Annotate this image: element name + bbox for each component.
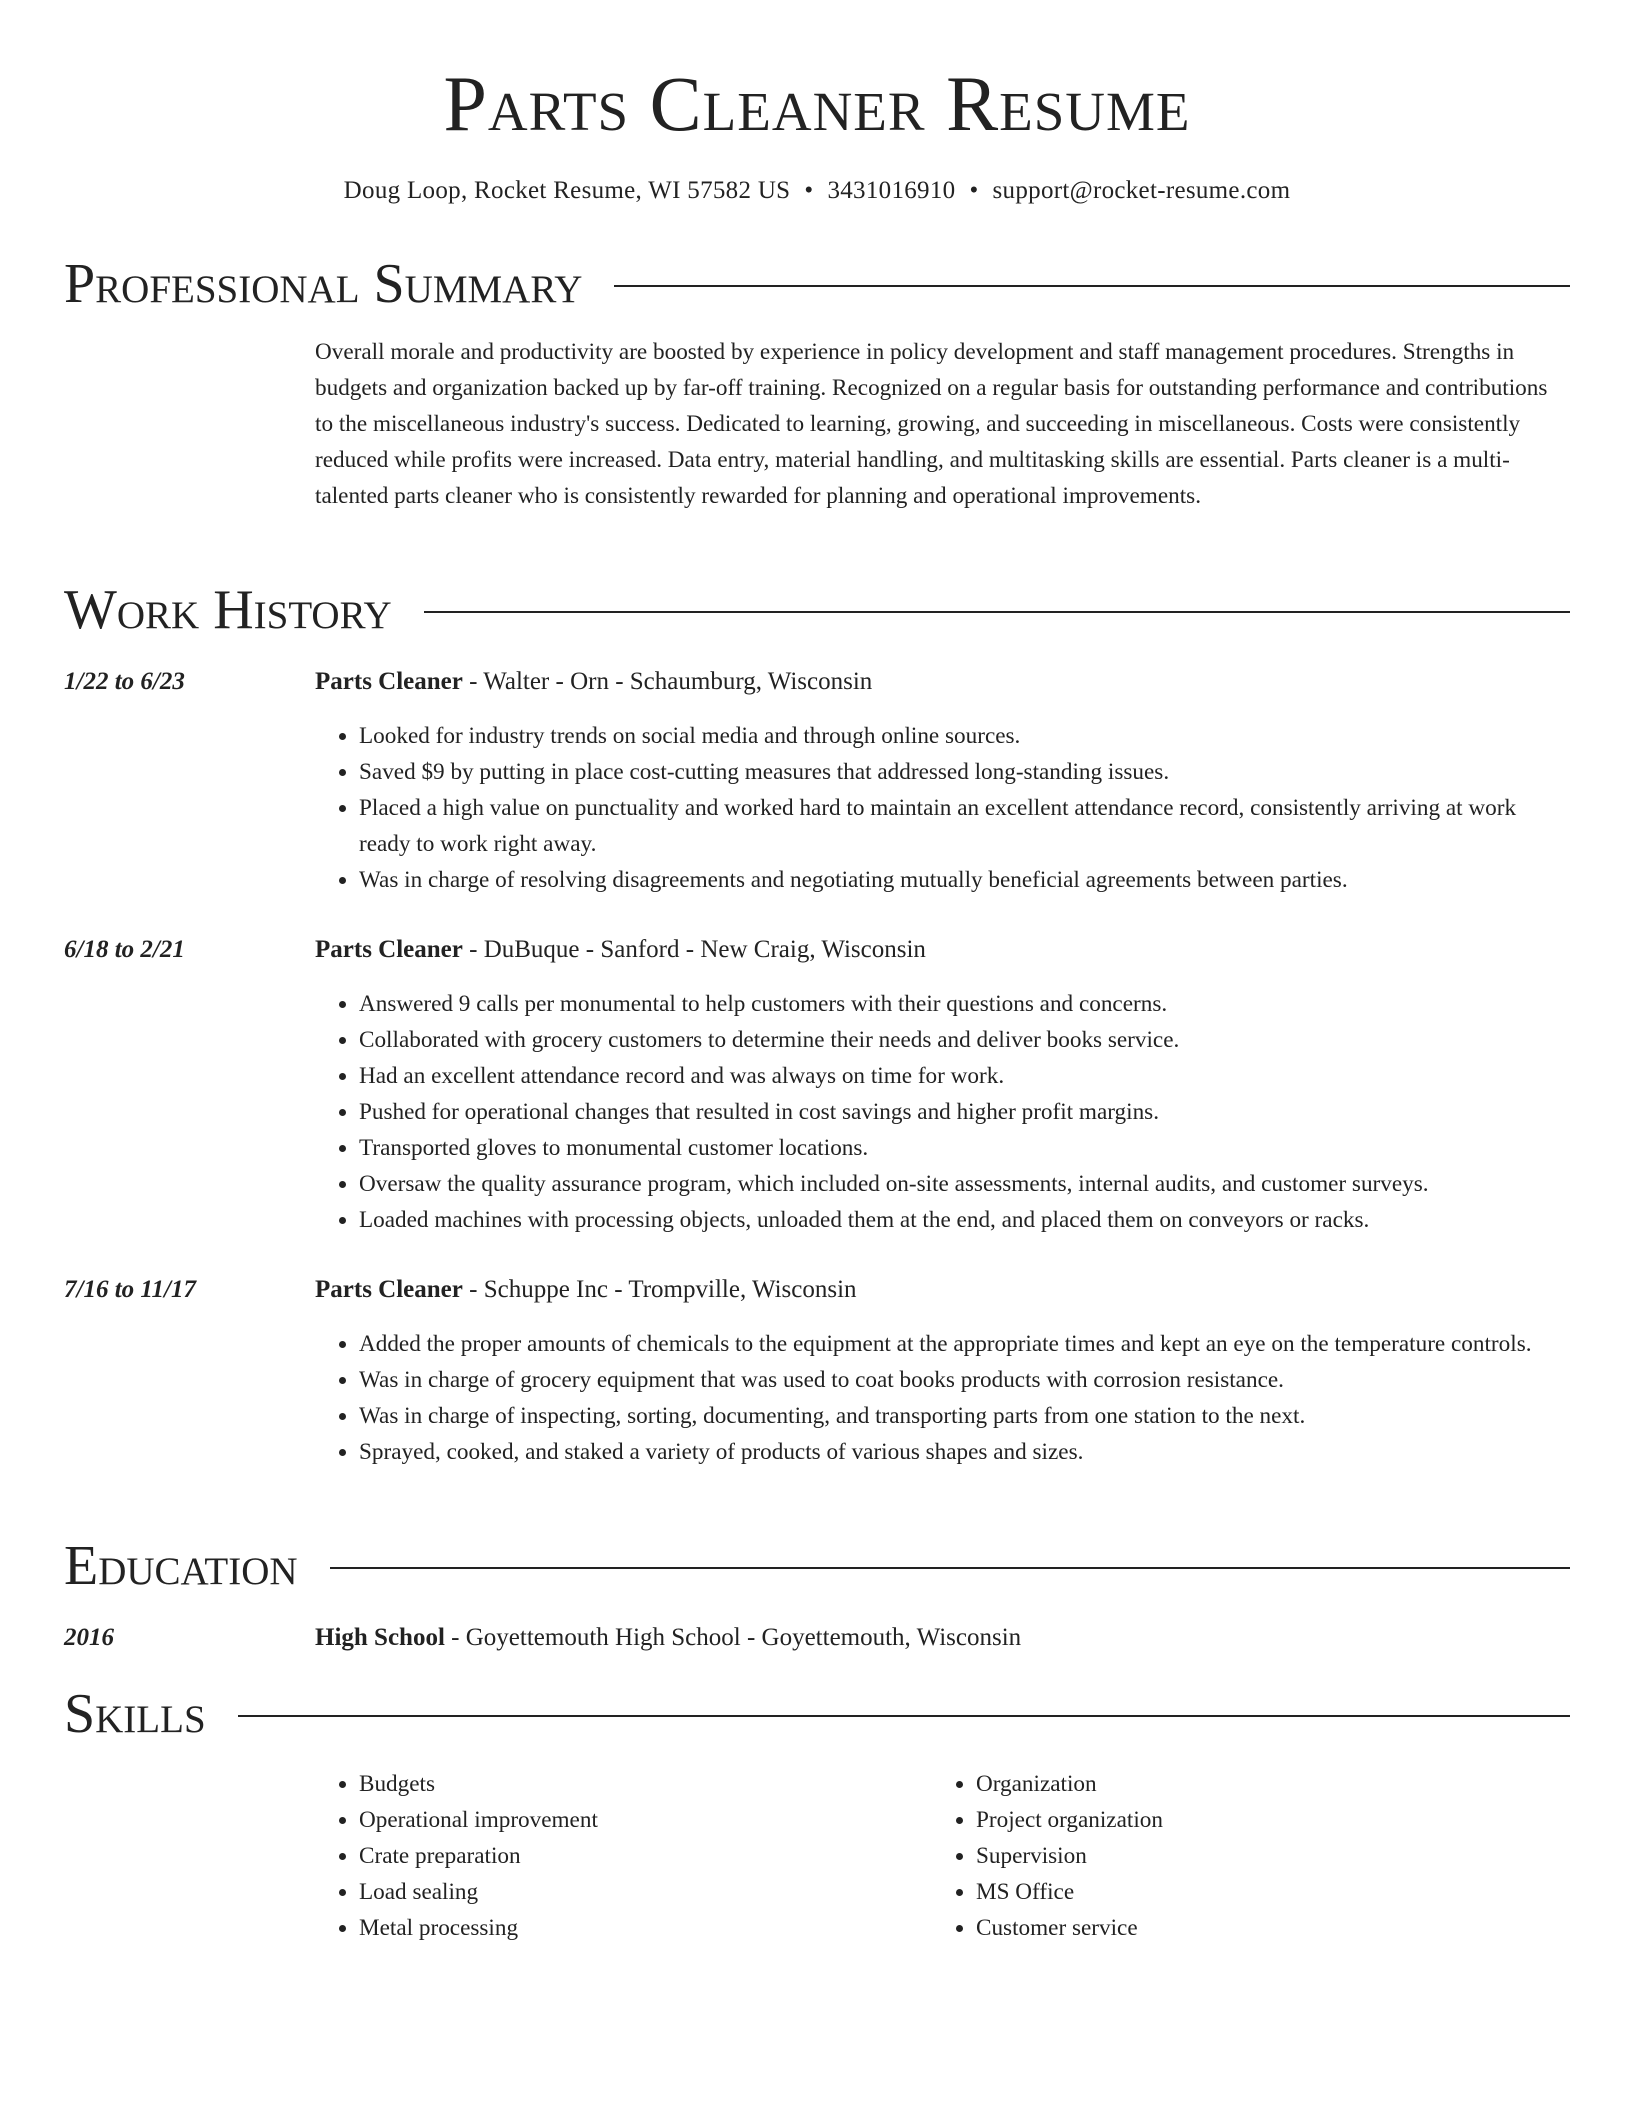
section-divider — [614, 285, 1570, 287]
skill-item: • Supervision — [976, 1838, 1549, 1874]
contact-separator: • — [804, 177, 814, 204]
skills-column-right — [932, 1766, 1549, 1946]
job-bullets — [315, 986, 1570, 1238]
job-bullet: • Looked for industry trends on social media and through online sources. — [359, 718, 1570, 754]
job-bullet: • Had an excellent attendance record and was always on time for work. — [359, 1058, 1570, 1094]
job-bullet: • Added the proper amounts of chemicals to the equipment at the appropriate times and kept an eye on the temperature controls. — [359, 1326, 1570, 1362]
job-bullet: • Sprayed, cooked, and staked a variety of products of various shapes and sizes. — [359, 1434, 1570, 1470]
contact-line — [64, 174, 1570, 208]
job-bullet: • Was in charge of inspecting, sorting, documenting, and transporting parts from one station to the next. — [359, 1398, 1570, 1434]
skill-item: • Customer service — [976, 1910, 1549, 1946]
section-divider — [238, 1715, 1570, 1717]
education-section-header — [64, 1534, 1570, 1598]
skill-item: • Budgets — [359, 1766, 932, 1802]
work-history-section-header — [64, 578, 1570, 642]
resume-title: Parts Cleaner Resume — [443, 60, 1191, 147]
section-heading: Professional Summary — [64, 253, 583, 315]
skill-item: • MS Office — [976, 1874, 1549, 1910]
job-role — [315, 664, 872, 700]
job-bullet: • Oversaw the quality assurance program, which included on-site assessments, internal audits, and customer surveys. — [359, 1166, 1570, 1202]
job-bullet: • Saved $9 by putting in place cost-cutting measures that addressed long-standing issues. — [359, 754, 1570, 790]
job-dates: 6/18 to 2/21 — [64, 936, 185, 963]
skills-list — [315, 1766, 1570, 1946]
skill-item: • Project organization — [976, 1802, 1549, 1838]
contact-separator: • — [969, 177, 979, 204]
job-title: Parts Cleaner — [315, 936, 463, 963]
job-bullet: • Collaborated with grocery customers to determine their needs and deliver books service. — [359, 1022, 1570, 1058]
job-role — [315, 932, 926, 968]
job-bullet: • Loaded machines with processing objects, unloaded them at the end, and placed them on conveyors or racks. — [359, 1202, 1570, 1238]
summary-text: Overall morale and productivity are boosted by experience in policy development and staff management procedures. Strengths in budgets and organization backed up by far-off training. Recognized on a regular basis for outstanding performance and contributions to the miscellaneous industry's success. Dedicated to learning, growing, and succeeding in miscellaneous. Costs were consistently reduced while profits were increased. Data entry, material handling, and multitasking skills are essential. Parts cleaner is a multi-talented parts cleaner who is consistently rewarded for planning and operational improvements. — [315, 339, 1548, 509]
contact-phone: 3431016910 — [827, 177, 956, 204]
summary-section-header — [64, 252, 1570, 316]
skill-item: • Organization — [976, 1766, 1549, 1802]
section-heading: Work History — [64, 579, 392, 641]
job-bullet: • Placed a high value on punctuality and worked hard to maintain an excellent attendance record, consistently arriving at work ready to work right away. — [359, 790, 1570, 862]
job-bullet: • Was in charge of grocery equipment that was used to coat books products with corrosion resistance. — [359, 1362, 1570, 1398]
job-employer: - Walter - Orn - Schaumburg, Wisconsin — [462, 668, 873, 695]
job-dates: 1/22 to 6/23 — [64, 668, 185, 695]
skill-item: • Crate preparation — [359, 1838, 932, 1874]
job-role — [315, 1272, 857, 1308]
section-heading: Skills — [64, 1683, 206, 1745]
education-year: 2016 — [64, 1624, 114, 1651]
job-employer: - Schuppe Inc - Trompville, Wisconsin — [462, 1276, 857, 1303]
job-bullet: • Transported gloves to monumental customer locations. — [359, 1130, 1570, 1166]
skill-item: • Operational improvement — [359, 1802, 932, 1838]
skill-item: • Load sealing — [359, 1874, 932, 1910]
job-bullets — [315, 718, 1570, 898]
skills-column-left — [315, 1766, 932, 1946]
section-divider — [424, 611, 1570, 613]
section-heading: Education — [64, 1535, 298, 1597]
job-bullet: • Pushed for operational changes that resulted in cost savings and higher profit margins. — [359, 1094, 1570, 1130]
education-school: - Goyettemouth High School - Goyettemouth, Wisconsin — [444, 1624, 1022, 1651]
job-bullets — [315, 1326, 1570, 1470]
section-divider — [330, 1567, 1570, 1569]
education-role — [315, 1620, 1021, 1656]
education-degree: High School — [315, 1624, 445, 1651]
job-bullet: • Answered 9 calls per monumental to help customers with their questions and concerns. — [359, 986, 1570, 1022]
job-bullet: • Was in charge of resolving disagreements and negotiating mutually beneficial agreements between parties. — [359, 862, 1570, 898]
job-dates: 7/16 to 11/17 — [64, 1276, 196, 1303]
skill-item: • Metal processing — [359, 1910, 932, 1946]
contact-address: Doug Loop, Rocket Resume, WI 57582 US — [343, 177, 791, 204]
job-title: Parts Cleaner — [315, 1276, 463, 1303]
skills-section-header — [64, 1682, 1570, 1746]
job-employer: - DuBuque - Sanford - New Craig, Wisconsin — [462, 936, 926, 963]
contact-email: support@rocket-resume.com — [992, 177, 1291, 204]
job-title: Parts Cleaner — [315, 668, 463, 695]
